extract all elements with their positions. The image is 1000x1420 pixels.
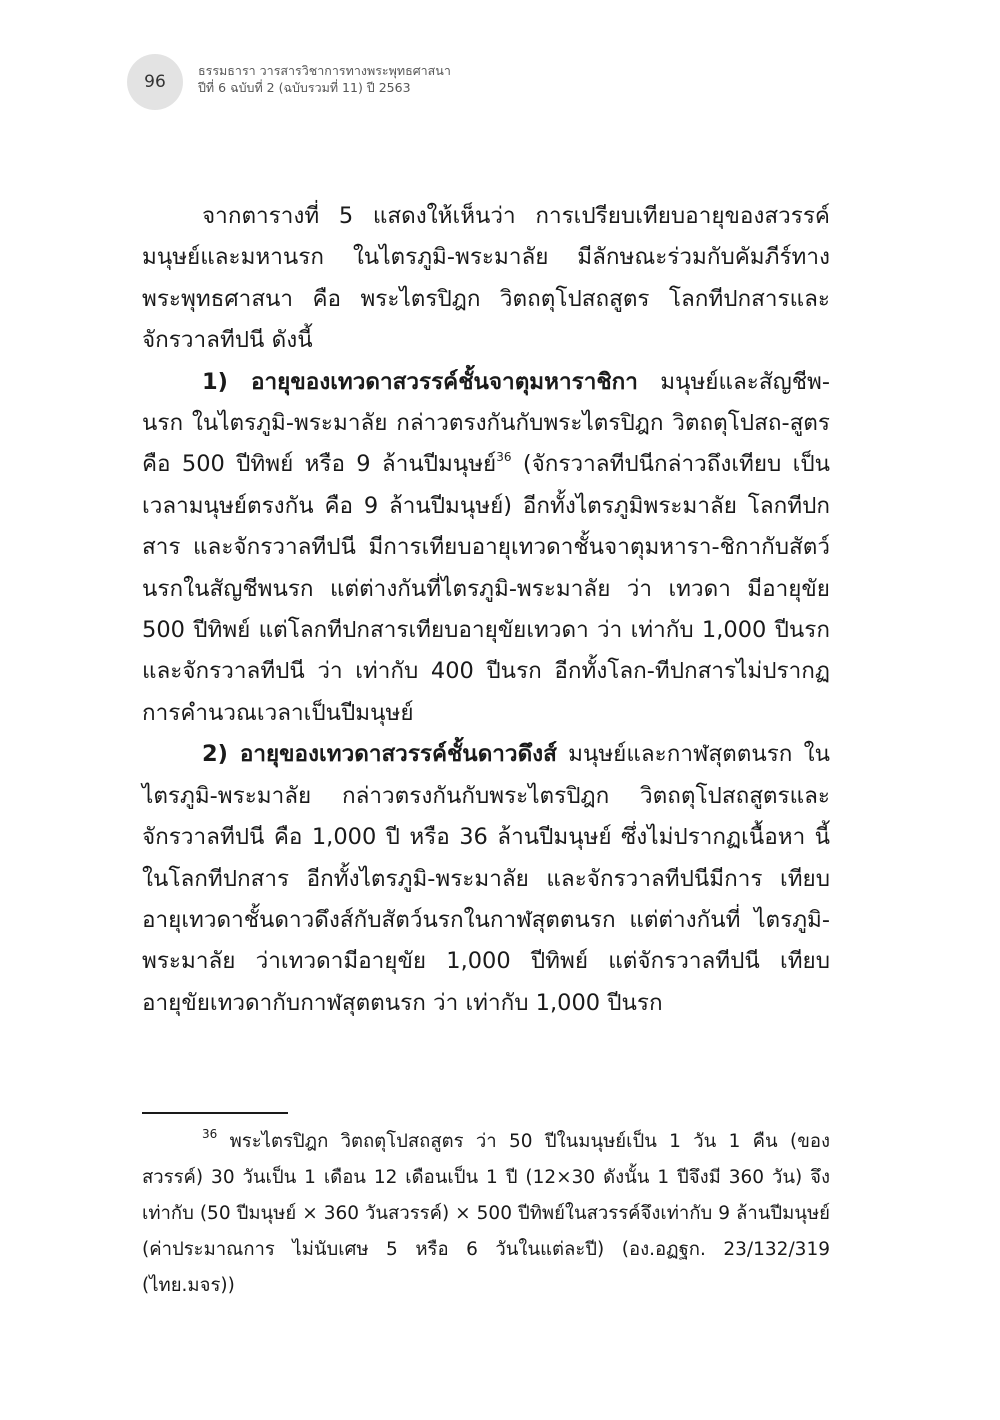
paragraph-2-text-a: มนุษย์และสัญชีพ-นรก ในไตรภูมิ-พระมาลัย กล่าวตรงกันกับพระไตรปิฎก วิตถตุโปสถ-สูตร คือ 500 ปีทิพย์ หรือ 9 ล้านปีมนุษย์ (142, 368, 830, 478)
main-text (142, 196, 830, 1024)
footnote-marker: 36 (202, 1126, 218, 1141)
running-header (198, 62, 451, 96)
footnote-text: พระไตรปิฎก วิตถตุโปสถสูตร ว่า 50 ปีในมนุษย์เป็น 1 วัน 1 คืน (ของ สวรรค์) 30 วันเป็น 1 เดือน 12 เดือนเป็น 1 ปี (12×30 ดังนั้น 1 ปีจึงมี 360 วัน) จึงเท่ากับ (50 ปีมนุษย์ × 360 วันสวรรค์) × 500 ปีทิพย์ในสวรรค์จึงเท่ากับ 9 ล้านปีมนุษย์ (ค่าประมาณการ ไม่นับเศษ 5 หรือ 6 วันในแต่ละปี) (อง.อฏฐก. 23/132/319 (ไทย.มจร)) (142, 1131, 830, 1296)
paragraph-2 (142, 362, 830, 735)
paragraph-2-text-b: (จักรวาลทีปนีกล่าวถึงเทียบ เป็นเวลามนุษย์ตรงกัน คือ 9 ล้านปีมนุษย์) อีกทั้งไตรภูมิพระมาลัย โลกทีปกสาร และจักรวาลทีปนี มีการเทียบอายุเทวดาชั้นจาตุมหารา-ชิกากับสัตว์นรกในสัญชีพนรก แต่ต่างกันที่ไตรภูมิ-พระมาลัย ว่า เทวดา มีอายุขัย 500 ปีทิพย์ แต่โลกทีปกสารเทียบอายุขัยเทวดา ว่า เท่ากับ 1,000 ปีนรก และจักรวาลทีปนี ว่า เท่ากับ 400 ปีนรก อีกทั้งโลก-ทีปกสารไม่ปรากฏการคำนวณเวลาเป็นปีมนุษย์ (142, 451, 830, 726)
issue-info: ปีที่ 6 ฉบับที่ 2 (ฉบับรวมที่ 11) ปี 2563 (198, 80, 411, 95)
section-heading-2: 2) อายุของเทวดาสวรรค์ชั้นดาวดึงส์ (202, 741, 557, 768)
paragraph-3 (142, 734, 830, 1024)
footnote-36 (142, 1124, 830, 1304)
paragraph-3-text: มนุษย์และกาฬสุตตนรก ในไตรภูมิ-พระมาลัย กล่าวตรงกันกับพระไตรปิฎก วิตถตุโปสถสูตรและ จักรวาลทีปนี คือ 1,000 ปี หรือ 36 ล้านปีมนุษย์ ซึ่งไม่ปรากฏเนื้อหา นี้ในโลกทีปกสาร อีกทั้งไตรภูมิ-พระมาลัย และจักรวาลทีปนีมีการ เทียบอายุเทวดาชั้นดาวดึงส์กับสัตว์นรกในกาฬสุตตนรก แต่ต่างกันที่ ไตรภูมิ-พระมาลัย ว่าเทวดามีอายุขัย 1,000 ปีทิพย์ แต่จักรวาลทีปนี เทียบอายุขัยเทวดากับกาฬสุตตนรก ว่า เท่ากับ 1,000 ปีนรก (142, 741, 830, 1016)
footnote-divider (142, 1112, 288, 1114)
journal-title: ธรรมธารา วารสารวิชาการทางพระพุทธศาสนา (198, 63, 451, 78)
paragraph-1: จากตารางที่ 5 แสดงให้เห็นว่า การเปรียบเทียบอายุของสวรรค์ มนุษย์และมหานรก ในไตรภูมิ-พระมาลัย มีลักษณะร่วมกับคัมภีร์ทาง พระพุทธศาสนา คือ พระไตรปิฎก วิตถตุโปสถสูตร โลกทีปกสารและ จักรวาลทีปนี ดังนี้ (142, 203, 830, 354)
section-heading-1: 1) อายุของเทวดาสวรรค์ชั้นจาตุมหาราชิกา (202, 368, 638, 395)
page-number-badge (127, 54, 183, 110)
page-number: 96 (144, 72, 166, 92)
footnote-ref-36[interactable]: 36 (496, 449, 512, 464)
